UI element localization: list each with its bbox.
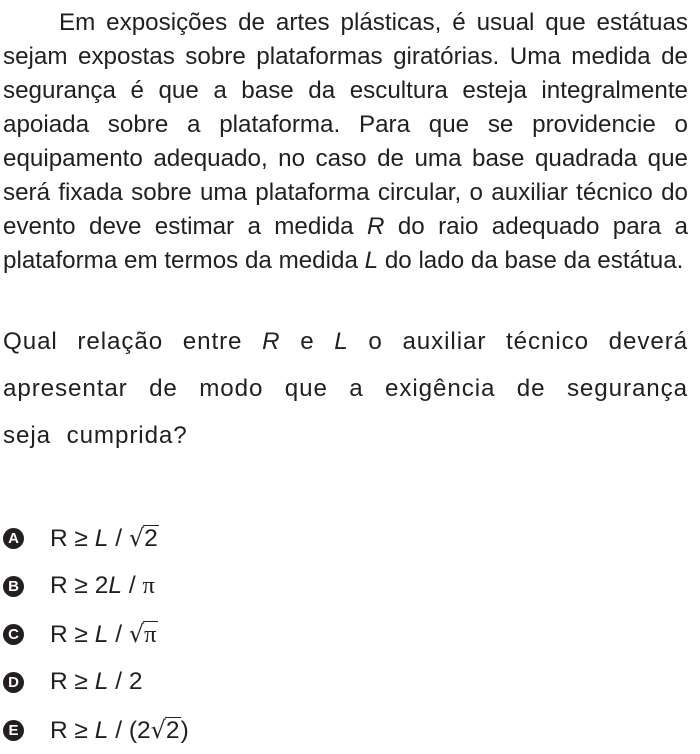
expr-slash: / [122,572,143,599]
option-expression [50,716,189,745]
variable-l: L [94,716,109,744]
option-d[interactable] [3,658,403,706]
option-a[interactable] [3,514,403,562]
expr-slash: / [108,620,129,648]
option-e[interactable] [3,706,403,754]
option-c[interactable] [3,610,403,658]
expr-lhs: R ≥ 2 [50,572,109,599]
radicand: 2 [165,716,180,744]
expr-lhs: R ≥ [50,524,95,552]
radicand: 2 [144,524,158,552]
variable-l: L [94,620,109,648]
option-letter-badge: D [3,672,24,693]
prompt-text: o auxiliar técnico deverá apresentar de modo que a exigência de segurança seja cumprida? [3,328,689,449]
square-root [151,716,181,744]
square-root [129,620,158,648]
question-text [3,6,688,459]
radical-sign: √ [128,523,145,552]
prompt-text: Qual relação entre [3,328,263,355]
expr-close: ) [180,716,189,744]
variable-l: L [108,572,123,599]
option-letter-badge: A [3,528,24,549]
statement-text: Em exposições de artes plásticas, é usual que estátuas sejam expostas sobre plataformas giratórias. Uma medida de segurança é que a base da escultura esteja integralmente apoiada sobre a plataforma. Para que se providencie o equipamento adequado, no caso de uma base quadrada que será fixada sobre uma plataforma circular, o auxiliar técnico do evento deve estimar a medida [3,9,688,240]
radical-sign: √ [150,715,166,744]
option-expression [50,524,159,553]
expr-slash: / [108,524,129,552]
statement-text: do raio adequado para a plataforma em termos da medida [3,213,688,274]
question-statement [3,6,688,278]
option-letter-badge: C [3,624,24,645]
variable-l: L [94,668,109,695]
option-expression [50,620,158,649]
pi-symbol: π [142,572,155,599]
question-prompt [3,318,688,459]
option-expression [50,668,142,696]
expr-lhs: R ≥ [50,668,95,695]
option-letter-badge: E [3,720,24,741]
option-expression [50,572,155,600]
expr-lhs: R ≥ [50,716,95,744]
square-root [129,524,159,552]
radicand: π [144,620,157,648]
variable-l: L [364,247,379,274]
variable-l: L [94,524,109,552]
prompt-text: e [280,328,335,355]
answer-options [3,514,403,754]
expr-lhs: R ≥ [50,620,95,648]
variable-r: R [262,328,281,355]
statement-text: do lado da base da estátua. [378,247,684,274]
expr-rest: / 2 [108,668,143,695]
variable-r: R [366,213,385,240]
radical-sign: √ [128,619,145,648]
option-letter-badge: B [3,576,24,597]
expr-slash: / (2 [108,716,151,744]
option-b[interactable] [3,562,403,610]
variable-l: L [334,328,349,355]
